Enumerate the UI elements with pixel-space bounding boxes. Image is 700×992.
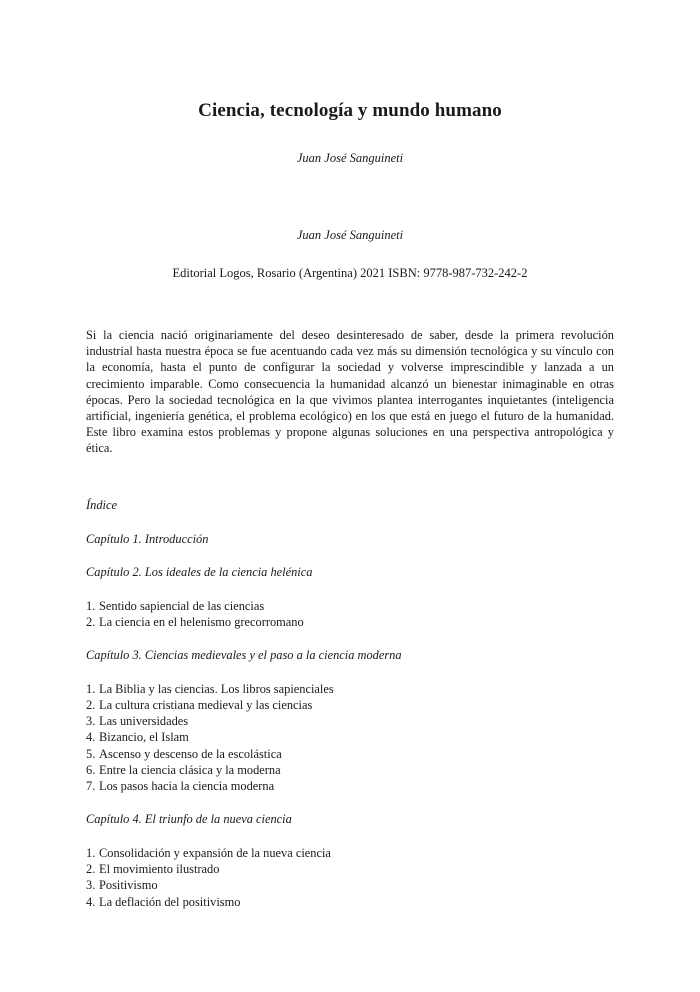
toc-item: 7. Los pasos hacia la ciencia moderna <box>86 779 275 794</box>
toc-chapter-4-items <box>86 845 614 910</box>
toc-item: 3. Positivismo <box>86 878 158 893</box>
toc-item: 5. Ascenso y descenso de la escolástica <box>86 746 282 761</box>
table-of-contents <box>86 498 614 927</box>
toc-item: 4. La deflación del positivismo <box>86 894 241 909</box>
toc-heading: Índice <box>86 498 117 512</box>
author-name: Juan José Sanguineti <box>296 151 404 165</box>
toc-chapter-1: Capítulo 1. Introducción <box>86 532 209 546</box>
publication-info: Editorial Logos, Rosario (Argentina) 2021 ISBN: 9778-987-732-242-2 <box>172 266 528 280</box>
toc-item: 1. La Biblia y las ciencias. Los libros sapienciales <box>86 681 334 696</box>
toc-chapter-2-items <box>86 598 614 631</box>
toc-item: 2. La ciencia en el helenismo grecorromano <box>86 615 304 630</box>
toc-item: 6. Entre la ciencia clásica y la moderna <box>86 763 281 778</box>
toc-item: 4. Bizancio, el Islam <box>86 730 189 745</box>
toc-item: 3. Las universidades <box>86 714 189 729</box>
abstract-paragraph: Si la ciencia nació originariamente del deseo desinteresado de saber, desde la primera revolución industrial hasta nuestra época se fue acentuando cada vez más su dimensión tecnológica y su vínculo con la economía, hasta el punto de configurar la sociedad y volverse imprescindible y lanzada a un crecimiento imparable. Como consecuencia la humanidad alcanzó un bienestar inimaginable en otras épocas. Pero la sociedad tecnológica en la que vivimos plantea interrogantes inquietantes (inteligencia artificial, ingeniería genética, el problema ecológico) en los que está en juego el futuro de la humanidad. Este libro examina estos problemas y propone algunas soluciones en una perspectiva antropológica y ética. <box>86 328 614 456</box>
toc-item: 1. Consolidación y expansión de la nueva ciencia <box>86 845 331 860</box>
toc-chapter-3: Capítulo 3. Ciencias medievales y el paso a la ciencia moderna <box>86 647 402 662</box>
document-title: Ciencia, tecnología y mundo humano <box>198 100 502 121</box>
toc-chapter-4: Capítulo 4. El triunfo de la nueva ciencia <box>86 811 292 826</box>
toc-chapter-2: Capítulo 2. Los ideales de la ciencia helénica <box>86 565 313 579</box>
toc-item: 2. La cultura cristiana medieval y las ciencias <box>86 697 313 712</box>
author-name-repeat: Juan José Sanguineti <box>296 228 404 242</box>
toc-item: 2. El movimiento ilustrado <box>86 861 220 876</box>
toc-chapter-3-items <box>86 681 614 795</box>
toc-item: 1. Sentido sapiencial de las ciencias <box>86 599 265 613</box>
